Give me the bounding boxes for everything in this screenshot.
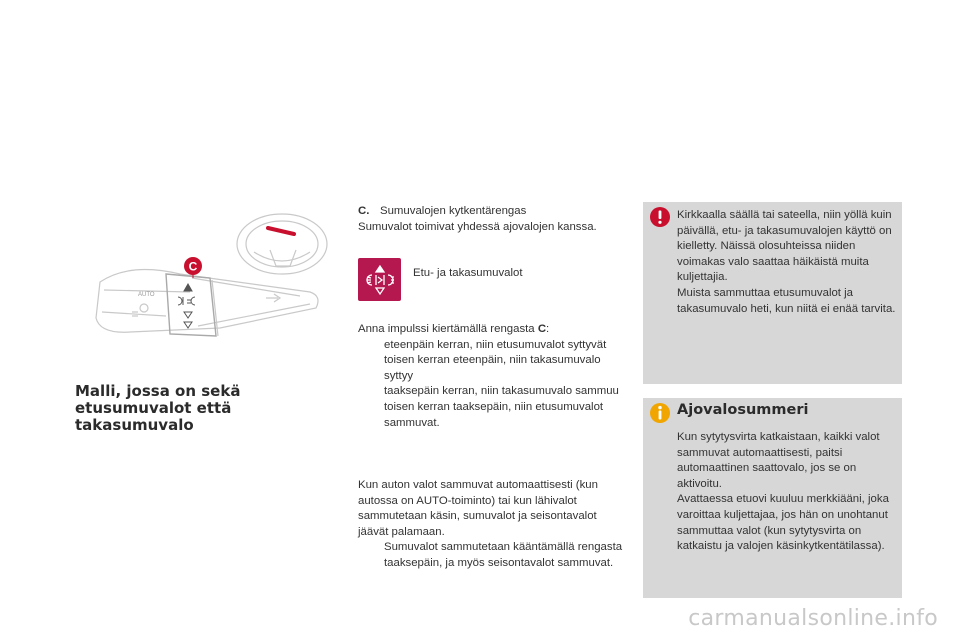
ring-name: Sumuvalojen kytkentärengas bbox=[380, 205, 527, 217]
warning-icon bbox=[649, 206, 671, 228]
info-paragraph-1: Kun sytytysvirta katkaistaan, kaikki valot sammuvat automaattisesti, paitsi automaattinen saattovalo, jos se on aktivoitu. bbox=[677, 431, 880, 490]
list-item: toisen kerran eteenpäin, niin takasumuvalo syttyy bbox=[384, 354, 601, 382]
auto-label: AUTO bbox=[138, 292, 155, 298]
ring-label: C. bbox=[358, 205, 370, 217]
heading-line-1: Malli, jossa on sekä bbox=[75, 382, 241, 400]
fog-lamp-stalk-illustration bbox=[70, 200, 340, 370]
info-paragraph-2: Avattaessa etuovi kuuluu merkkiääni, joka varoittaa kuljettajaa, jos hän on unohtanut sammuttaa valot (kun sytytysvirta on katkaistu ja valojen käsinkytkentätilassa). bbox=[677, 493, 889, 553]
auto-mode-list bbox=[358, 540, 626, 571]
auto-mode-note bbox=[358, 478, 626, 572]
stalk-drawing bbox=[70, 200, 340, 370]
list-item: taaksepäin kerran, niin takasumuvalo sammuu bbox=[384, 385, 619, 398]
warning-paragraph-2: Muista sammuttaa etusumuvalot ja takasumuvalo heti, kun niitä ei enää tarvita. bbox=[677, 286, 896, 315]
info-text bbox=[677, 430, 899, 555]
warning-box bbox=[643, 202, 902, 384]
ring-instructions bbox=[358, 322, 626, 431]
red-marker-icon bbox=[268, 228, 294, 234]
info-box bbox=[643, 398, 902, 598]
fog-lamp-indicator-row bbox=[358, 258, 626, 302]
instructions-list bbox=[358, 338, 626, 432]
list-item: Sumuvalot sammutetaan kääntämällä rengasta taaksepäin, ja myös seisontavalot sammuvat. bbox=[384, 541, 623, 569]
watermark: carmanualsonline.info bbox=[688, 606, 938, 631]
ring-letter-bold: C bbox=[537, 323, 547, 335]
warning-paragraph-1: Kirkkaalla säällä tai sateella, niin yöllä kuin päivällä, etu- ja takasumuvalojen käyttö on kielletty. Näissä olosuhteissa niiden voimakas valo saattaa häikäistä muita kuljettajia. bbox=[677, 209, 892, 284]
section-heading bbox=[75, 383, 340, 434]
ring-note: Sumuvalot toimivat yhdessä ajovalojen kanssa. bbox=[358, 220, 597, 233]
list-item: eteenpäin kerran, niin etusumuvalot syttyvät bbox=[384, 338, 607, 351]
fog-lamp-label: Etu- ja takasumuvalot bbox=[413, 267, 523, 279]
warning-text bbox=[677, 208, 899, 317]
heading-line-2: etusumuvalot että takasumuvalo bbox=[75, 399, 232, 434]
ring-description bbox=[358, 204, 626, 235]
callout-c-label: C bbox=[188, 259, 198, 274]
info-title: Ajovalosummeri bbox=[677, 402, 809, 418]
info-icon bbox=[649, 402, 671, 424]
front-rear-fog-lamp-icon bbox=[358, 258, 401, 301]
instructions-intro: Anna impulssi kiertämällä rengasta C: bbox=[358, 323, 550, 335]
list-item: toisen kerran taaksepäin, niin etusumuvalot sammuvat. bbox=[384, 400, 604, 429]
fog-lamp-glyph bbox=[363, 263, 397, 297]
auto-mode-text: Kun auton valot sammuvat automaattisesti (kun autossa on AUTO-toiminto) tai kun lähivalot sammutetaan käsin, sumuvalot ja seisontavalot jäävät palamaan. bbox=[358, 479, 598, 538]
